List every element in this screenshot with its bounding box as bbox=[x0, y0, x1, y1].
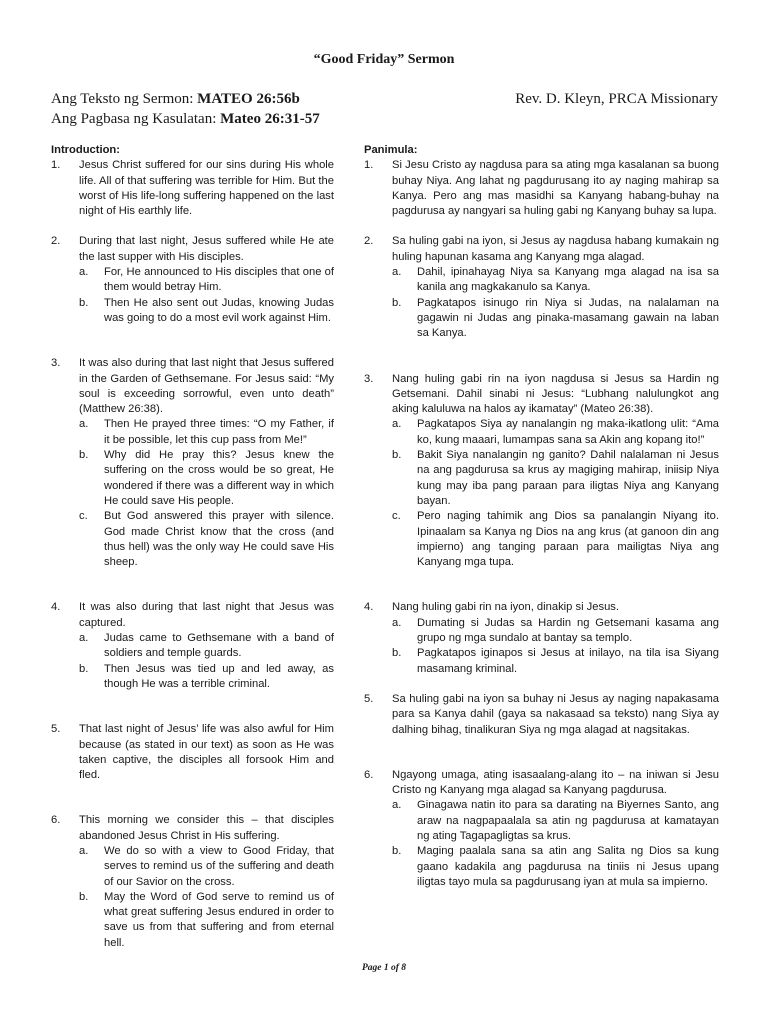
item-text: Nang huling gabi rin na iyon, dinakip si Jesus. bbox=[392, 601, 619, 614]
sub-item-text: For, He announced to His disciples that one of them would betray Him. bbox=[104, 266, 334, 294]
item-number: 3. bbox=[51, 357, 61, 370]
sub-item-text: Dumating si Judas sa Hardin ng Getsemani kasama ang grupo ng mga sundalo at bantay sa templo. bbox=[417, 616, 719, 645]
item-number: 1. bbox=[364, 159, 374, 172]
sub-item-letter: b. bbox=[79, 662, 89, 675]
item-number: 2. bbox=[364, 235, 374, 248]
item-text: Si Jesu Cristo ay nagdusa para sa ating mga kasalanan sa buong buhay Niya. Ang lahat ng pagdurusang ito ay naging mahirap sa Kanya. Pero ang mas masidhi sa Kanyang habang-buhay na pagdurusa ay nangyari sa huling gabi ng Kanyang buhay sa lupa. bbox=[392, 159, 719, 218]
sub-item bbox=[392, 616, 719, 647]
sub-item bbox=[392, 296, 719, 342]
sub-item-text: Pero naging tahimik ang Dios sa panalangin Niyang ito. Ipinaalam sa Kanya ng Dios na ang krus (at ganoon din ang impierno) ang tanging paraan para mailigtas Niya ang Kanyang mga tupa. bbox=[417, 510, 719, 569]
sub-item-letter: b. bbox=[392, 296, 402, 309]
sub-item-text: Then He also sent out Judas, knowing Judas was going to do a most evil work against Him. bbox=[104, 296, 334, 324]
sub-item-letter: b. bbox=[392, 647, 402, 660]
sub-item bbox=[79, 631, 334, 662]
sub-item bbox=[79, 844, 334, 890]
item-number: 5. bbox=[51, 723, 61, 736]
outline-item bbox=[364, 372, 719, 571]
sub-item-text: Pagkatapos isinugo rin Niya si Judas, na nalalaman na gagawin ni Judas ang pinaka-masamang gawain na laban sa Kanya. bbox=[417, 296, 719, 340]
sub-item-letter: a. bbox=[392, 616, 402, 629]
tagalog-heading: Panimula: bbox=[364, 144, 418, 156]
sub-item bbox=[392, 417, 719, 448]
outline-item bbox=[51, 234, 334, 326]
sub-item-letter: c. bbox=[392, 510, 401, 523]
item-number: 6. bbox=[364, 768, 374, 781]
outline-item bbox=[364, 158, 719, 219]
author-name: Rev. D. Kleyn, PRCA Missionary bbox=[515, 91, 718, 107]
sub-item-letter: c. bbox=[79, 510, 88, 523]
sub-item-letter: a. bbox=[79, 266, 89, 279]
sub-item-text: Pagkatapos iginapos si Jesus at inilayo, na tila isa Siyang masamang kriminal. bbox=[417, 647, 719, 675]
item-number: 5. bbox=[364, 692, 374, 705]
item-number: 3. bbox=[364, 372, 374, 385]
sub-item-letter: b. bbox=[79, 890, 89, 903]
item-text: Nang huling gabi rin na iyon nagdusa si Jesus sa Hardin ng Getsemani. Dahil sinabi ni Jesus: “Lubhang nalulungkot ang aking kaluluwa na halos ay ikamatay” (Mateo 26:38). bbox=[392, 372, 719, 416]
sub-item bbox=[79, 509, 334, 570]
outline-item bbox=[364, 692, 719, 738]
sub-item-text: May the Word of God serve to remind us of what great suffering Jesus endured in order to save us from that suffering and from eternal hell. bbox=[104, 890, 334, 949]
sub-item bbox=[392, 844, 719, 890]
tagalog-column bbox=[364, 143, 719, 890]
item-text: That last night of Jesus’ life was also awful for Him because (as stated in our text) as soon as He was taken captive, the disciples all forsook Him and fled. bbox=[79, 723, 334, 782]
sub-item-text: Bakit Siya nanalangin ng ganito? Dahil nalalaman ni Jesus na ang pagdurusa sa krus ay magiging mahirap, iniisip Niya kung may iba pang paraan para iligtas Niya ang Kanyang bayan. bbox=[417, 449, 719, 507]
outline-item bbox=[364, 768, 719, 890]
sub-item-text: Judas came to Gethsemane with a band of soldiers and temple guards. bbox=[104, 632, 334, 660]
sub-item-letter: a. bbox=[392, 418, 402, 431]
sub-item-text: Why did He pray this? Jesus knew the suffering on the cross would be so great, He wondered if there was a different way in which He could save His people. bbox=[104, 449, 334, 507]
outline-item bbox=[51, 600, 334, 692]
scripture-reading-line bbox=[51, 109, 320, 129]
scripture-reading-ref: Mateo 26:31-57 bbox=[220, 111, 320, 127]
item-number: 2. bbox=[51, 235, 61, 248]
item-text: Sa huling gabi na iyon sa buhay ni Jesus ay naging napakasama para sa Kanya dahil (gaya sa nakasaad sa teksto) nang Siya ay dalhing bihag, tinalikuran Siya ng mga alagad at nagsitakas. bbox=[392, 692, 719, 736]
english-heading: Introduction: bbox=[51, 144, 120, 156]
sub-item-letter: b. bbox=[392, 845, 402, 858]
sub-item bbox=[392, 646, 719, 677]
outline-item bbox=[51, 813, 334, 951]
item-number: 1. bbox=[51, 159, 61, 172]
item-text: It was also during that last night that Jesus suffered in the Garden of Gethsemane. For Jesus said: “My soul is exceeding sorrowful, even unto death” (Matthew 26:38). bbox=[79, 357, 334, 416]
item-text: It was also during that last night that Jesus was captured. bbox=[79, 601, 334, 629]
item-text: This morning we consider this – that disciples abandoned Jesus Christ in His suffering. bbox=[79, 814, 334, 842]
sub-item-letter: b. bbox=[79, 296, 89, 309]
sub-item-text: Then Jesus was tied up and led away, as though He was a terrible criminal. bbox=[104, 662, 334, 690]
sub-item bbox=[79, 417, 334, 448]
sub-item bbox=[79, 662, 334, 693]
item-number: 4. bbox=[364, 601, 374, 614]
page-number: Page 1 of 8 bbox=[361, 963, 407, 973]
sermon-reference-block bbox=[51, 89, 320, 129]
sub-item bbox=[392, 448, 719, 509]
scripture-reading-label: Ang Pagbasa ng Kasulatan: bbox=[51, 111, 221, 127]
sub-item bbox=[79, 890, 334, 951]
item-text: During that last night, Jesus suffered while He ate the last supper with His disciples. bbox=[79, 235, 334, 263]
outline-item bbox=[51, 722, 334, 783]
sub-item-text: Pagkatapos Siya ay nanalangin ng maka-ikatlong ulit: “Ama ko, kung maaari, lumampas sana sa Akin ang kopang ito!” bbox=[417, 418, 719, 446]
sub-item-letter: a. bbox=[392, 799, 402, 812]
outline-item bbox=[364, 600, 719, 676]
item-number: 6. bbox=[51, 814, 61, 827]
tagalog-items bbox=[364, 158, 719, 890]
sub-item bbox=[392, 798, 719, 844]
sermon-text-line bbox=[51, 89, 320, 109]
sub-item bbox=[79, 296, 334, 327]
item-text: Jesus Christ suffered for our sins during His whole life. All of that suffering was terrible for Him. But the worst of His life-long suffering happened on the last night of His earthly life. bbox=[79, 159, 334, 218]
outline-item bbox=[51, 158, 334, 219]
sub-item bbox=[392, 265, 719, 296]
sub-item-letter: a. bbox=[79, 844, 89, 857]
sub-item-text: Maging paalala sana sa atin ang Salita ng Dios sa kung gaano kadakila ang pagdurusa na tiniis ni Jesus upang iligtas tayo mula sa pagdurusang iyan at mula sa impierno. bbox=[417, 845, 719, 888]
sub-item bbox=[79, 265, 334, 296]
item-number: 4. bbox=[51, 601, 61, 614]
sub-item-text: But God answered this prayer with silence. God made Christ know that the cross (and thus hell) was the only way He could save His sheep. bbox=[104, 510, 334, 569]
sub-item-text: Then He prayed three times: “O my Father, if it be possible, let this cup pass from Me!” bbox=[104, 418, 334, 446]
english-items bbox=[51, 158, 334, 951]
sub-item bbox=[79, 448, 334, 509]
sub-item-letter: b. bbox=[392, 449, 402, 462]
sub-item-text: We do so with a view to Good Friday, that serves to remind us of the suffering and death of our Savior on the cross. bbox=[104, 844, 334, 888]
sub-item-letter: a. bbox=[79, 418, 89, 431]
sermon-text-ref: MATEO 26:56b bbox=[197, 91, 300, 107]
sub-item-text: Dahil, ipinahayag Niya sa Kanyang mga alagad na isa sa kanila ang magkakanulo sa Kanya. bbox=[417, 266, 719, 294]
sub-item-letter: b. bbox=[79, 449, 89, 462]
page-title: “Good Friday” Sermon bbox=[313, 52, 455, 67]
outline-item bbox=[364, 234, 719, 341]
sub-item bbox=[392, 509, 719, 570]
sub-item-letter: a. bbox=[392, 266, 402, 279]
item-text: Ngayong umaga, ating isasaalang-alang ito – na iniwan si Jesu Cristo ng Kanyang mga alagad sa Kanyang pagdurusa. bbox=[392, 768, 719, 797]
outline-item bbox=[51, 356, 334, 570]
english-column bbox=[51, 143, 334, 951]
sub-item-letter: a. bbox=[79, 632, 89, 645]
sermon-text-label: Ang Teksto ng Sermon: bbox=[51, 91, 198, 107]
sub-item-text: Ginagawa natin ito para sa darating na Biyernes Santo, ang araw na nagpapaalala sa atin ng pagdurusa at kamatayan ng ating Tagapagligtas sa krus. bbox=[417, 799, 719, 842]
item-text: Sa huling gabi na iyon, si Jesus ay nagdusa habang kumakain ng huling hapunan kasama ang Kanyang mga alagad. bbox=[392, 235, 719, 263]
